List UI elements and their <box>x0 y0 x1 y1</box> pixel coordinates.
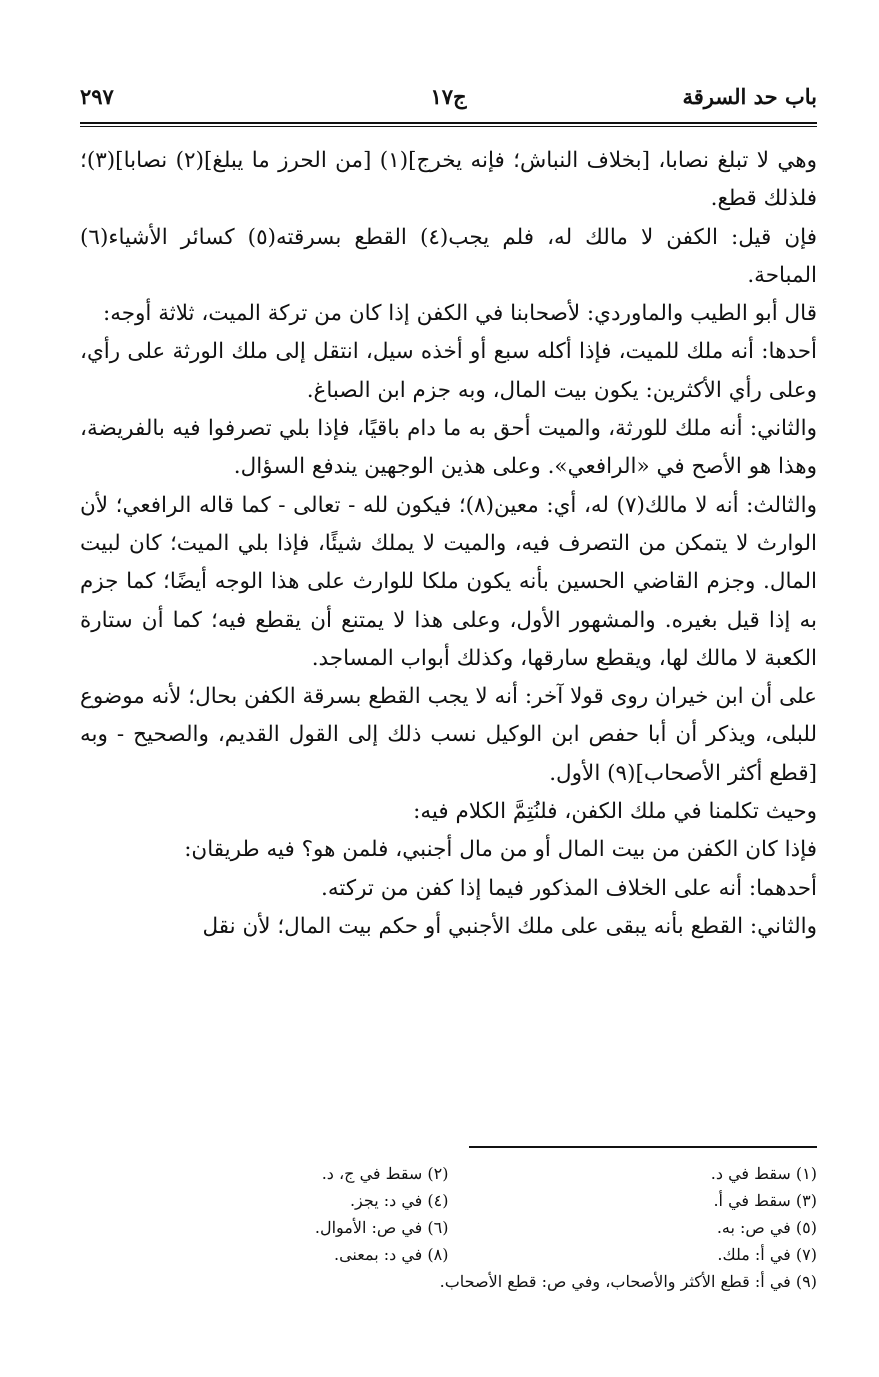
paragraph: والثاني: أنه ملك للورثة، والميت أحق به ما دام باقيًا، فإذا بلي تصرفوا فيه بالفريضة، وهذا هو الأصح في «الرافعي». وعلى هذين الوجهين يندفع السؤال. <box>80 416 817 480</box>
paragraph: على أن ابن خيران روى قولا آخر: أنه لا يجب القطع بسرقة الكفن بحال؛ لأنه موضوع للبلى، ويذكر أن أبا حفص ابن الوكيل نسب ذلك إلى القول القديم، والصحيح - وبه [قطع أكثر الأصحاب](٩) الأول. <box>80 684 817 786</box>
footnote-row <box>80 1160 817 1187</box>
footnote-1: (١) سقط في د. <box>710 1164 817 1183</box>
paragraph: قال أبو الطيب والماوردي: لأصحابنا في الكفن إذا كان من تركة الميت، ثلاثة أوجه: <box>102 301 817 327</box>
main-text <box>80 142 817 946</box>
chapter-title: باب حد السرقة <box>682 84 817 109</box>
paragraph: فإذا كان الكفن من بيت المال أو من مال أجنبي، فلمن هو؟ فيه طريقان: <box>184 837 817 863</box>
paragraph: أحدهما: أنه على الخلاف المذكور فيما إذا كفن من تركته. <box>320 875 817 901</box>
footnote-row <box>80 1187 817 1214</box>
footnote-7: (٧) في أ: ملك. <box>717 1245 817 1264</box>
page-number: ٢٩٧ <box>80 84 114 109</box>
footnote-4: (٤) في د: يجز. <box>349 1191 449 1210</box>
paragraph: والثاني: القطع بأنه يبقى على ملك الأجنبي أو حكم بيت المال؛ لأن نقل <box>202 913 817 939</box>
paragraph: وحيث تكلمنا في ملك الكفن، فلنُتِمَّ الكلام فيه: <box>413 799 817 825</box>
footnote-separator <box>469 1146 817 1148</box>
footnote-row <box>80 1214 817 1241</box>
volume-label: ج١٧ <box>430 84 467 109</box>
paragraph: أحدها: أنه ملك للميت، فإذا أكله سبع أو أخذه سيل، انتقل إلى ملك الورثة على رأي، وعلى رأي الأكثرين: يكون بيت المال، وبه جزم ابن الصباغ. <box>80 339 817 403</box>
footnote-9: (٩) في أ: قطع الأكثر والأصحاب، وفي ص: قطع الأصحاب. <box>439 1272 817 1291</box>
footnote-6: (٦) في ص: الأموال. <box>314 1218 449 1237</box>
footnotes <box>80 1160 817 1295</box>
footnote-3: (٣) سقط في أ. <box>713 1191 817 1210</box>
paragraph: وهي لا تبلغ نصابا، [بخلاف النباش؛ فإنه يخرج](١) [من الحرز ما يبلغ](٢) نصابا](٣)؛ فلذلك قطع. <box>80 148 817 212</box>
footnote-2: (٢) سقط في ج، د. <box>321 1164 449 1183</box>
header-rule <box>80 122 817 127</box>
paragraph: فإن قيل: الكفن لا مالك له، فلم يجب(٤) القطع بسرقته(٥) كسائر الأشياء(٦) المباحة. <box>80 224 817 288</box>
running-header <box>80 84 817 118</box>
paragraph: والثالث: أنه لا مالك(٧) له، أي: معين(٨)؛ فيكون لله - تعالى - كما قاله الرافعي؛ لأن الوارث لا يتمكن من التصرف فيه، والميت لا يملك شيئًا، فإذا بلي الميت؛ كان لبيت المال. وجزم القاضي الحسين بأنه يكون ملكا للوارث على هذا الوجه أيضًا؛ كما جزم به إذا قيل بغيره. والمشهور الأول، وعلى هذا لا يمتنع أن يقطع فيه؛ كما أن ستارة الكعبة لا مالك لها، ويقطع سارقها، وكذلك أبواب المساجد. <box>80 492 817 671</box>
footnote-8: (٨) في د: بمعنى. <box>333 1245 449 1264</box>
footnote-row <box>80 1241 817 1268</box>
footnote-5: (٥) في ص: به. <box>716 1218 817 1237</box>
